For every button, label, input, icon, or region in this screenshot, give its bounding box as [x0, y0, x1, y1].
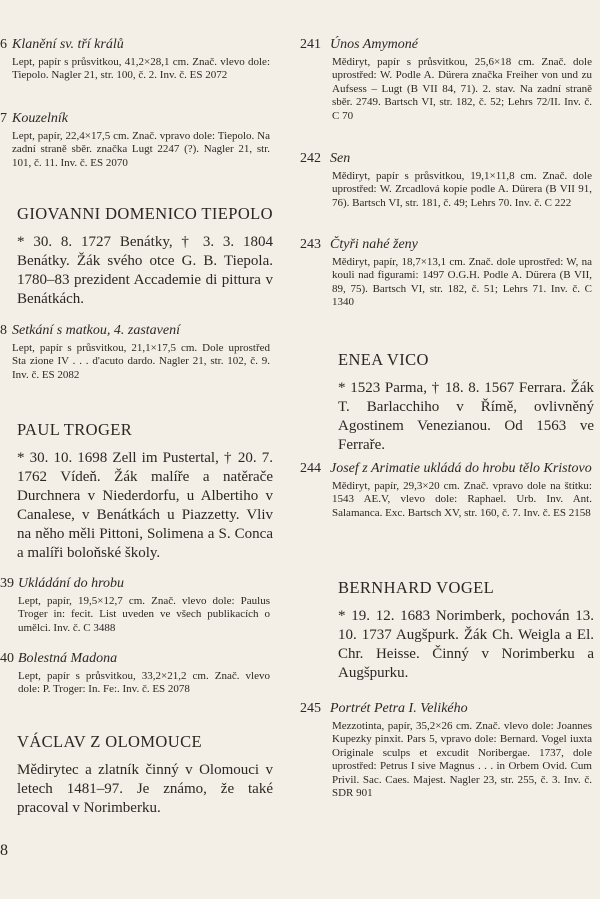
entry-number: 241 [300, 37, 321, 52]
entry-description: Lept, papír s průsvitkou, 41,2×28,1 cm. Znač. vlevo dole: Tiepolo. Nagler 21, str. 100, č. 2. Inv. č. ES 2072 [12, 56, 270, 82]
entry-number: 39 [0, 576, 14, 591]
artist-heading: GIOVANNI DOMENICO TIEPOLO [17, 204, 273, 223]
entry-description: Lept, papír s průsvitkou, 33,2×21,2 cm. Znač. vlevo dole: P. Troger: In. Fe:. Inv. č. ES 2078 [18, 670, 270, 696]
entry-title: Portrét Petra I. Velikého [330, 701, 468, 716]
entry-description: Mědiryt, papír s průsvitkou, 25,6×18 cm. Znač. dole uprostřed: W. Podle A. Dürera značka Freiher von und zu Aufsess – Lugt (B VII 84, 71). 2. stav. Na zadní straně sběr. 2749. Bartsch VI, str. 182, č. 52; Lehrs 72/II. Inv. č. C 70 [332, 56, 592, 122]
catalog-entry [0, 322, 270, 382]
artist-section [17, 204, 273, 309]
entry-number: 244 [300, 461, 321, 476]
entry-title: Kouzelník [12, 111, 68, 126]
catalog-entry [300, 700, 592, 800]
artist-bio: * 1523 Parma, † 18. 8. 1567 Ferrara. Žák T. Barlacchiho v Římě, ovlivněný Agostinem Venezianou. Od 1563 ve Ferraře. [338, 380, 594, 453]
catalog-entry [0, 110, 270, 170]
artist-heading: BERNHARD VOGEL [338, 578, 495, 597]
artist-heading: VÁCLAV Z OLOMOUCE [17, 732, 202, 751]
entry-title: Čtyři nahé ženy [330, 237, 418, 252]
entry-title: Klanění sv. tří králů [12, 37, 124, 52]
page-number: 8 [0, 842, 8, 859]
entry-number: 7 [0, 111, 7, 126]
entry-title: Ukládání do hrobu [18, 576, 125, 591]
artist-bio: * 30. 10. 1698 Zell im Pustertal, † 20. 7. 1762 Vídeň. Žák malíře a natěrače Durchnera v Niederdorfu, u Albertiho v Canalese, v Benátkách u Piazzetty. Vliv na něho měli Pittoni, Solimena a S. Conca a malíři boloňské školy. [17, 450, 273, 561]
catalog-entry [300, 460, 592, 520]
entry-description: Lept, papír s průsvitkou, 21,1×17,5 cm. Dole uprostřed Sta zione IV . . . d'acuto dardo. Nagler 21, str. 102, č. 9. Inv. č. ES 2082 [12, 342, 270, 381]
catalog-entry [300, 36, 592, 123]
entry-number: 6 [0, 37, 7, 52]
entry-number: 40 [0, 651, 14, 666]
entry-description: Mezzotinta, papír, 35,2×26 cm. Znač. vlevo dole: Joannes Kupezky pinxit. Pars 5, vpravo dole: Bernard. Vogel iuxta Originale sculps et excudit Noribergae. 1737, dole uprostřed: Petrus I sive Magnus . . . in Orbem Ovid. Cum Privil. Sac. Caes. Majest. Nagler 23, str. 255, č. 3. Inv. č. SDR 901 [332, 720, 592, 800]
entry-number: 8 [0, 323, 7, 338]
entry-description: Mědiryt, papír, 18,7×13,1 cm. Znač. dole uprostřed: W, na kouli nad figurami: 1497 O.G.H. Podle A. Dürera (B VII, 89, 75). Bartsch VI, str. 182, č. 51; Lehrs 71. Inv. č. C 1340 [332, 256, 592, 309]
entry-description: Lept, papír, 19,5×12,7 cm. Znač. vlevo dole: Paulus Troger in: fecit. List uveden ve všech publikacích o umělci. Inv. č. C 3488 [18, 595, 270, 634]
catalog-entry [300, 236, 592, 310]
entry-number: 245 [300, 701, 321, 716]
entry-number: 242 [300, 151, 321, 166]
entry-title: Bolestná Madona [18, 651, 118, 666]
catalog-entry [300, 150, 592, 210]
entry-title: Sen [330, 151, 351, 166]
entry-title: Únos Amymoné [330, 37, 419, 52]
catalog-entry [0, 36, 270, 83]
entry-description: Lept, papír, 22,4×17,5 cm. Znač. vpravo dole: Tiepolo. Na zadní straně sběr. značka Lugt 2247 (?). Nagler 21, str. 101, č. 11. Inv. č. ES 2070 [12, 130, 270, 169]
entry-title: Setkání s matkou, 4. zastavení [12, 323, 180, 338]
artist-section [338, 578, 594, 683]
artist-heading: PAUL TROGER [17, 420, 133, 439]
entry-description: Mědiryt, papír s průsvitkou, 19,1×11,8 cm. Znač. dole uprostřed: W. Zrcadlová kopie podle A. Dürera (B VII 91, 76). Bartsch VI, str. 181, č. 49; Lehrs 70. Inv. č. C 222 [332, 170, 592, 209]
catalog-entry [0, 575, 270, 635]
artist-bio: * 19. 12. 1683 Norimberk, pochován 13. 10. 1737 Augšpurk. Žák Ch. Weigla a El. Chr. Heisse. Činný v Norimberku a Augšpurku. [338, 608, 594, 681]
entry-description: Mědiryt, papír, 29,3×20 cm. Znač. vpravo dole na štítku: 1543 AE.V, vlevo dole: Raphael. Urb. Inv. Ant. Salamanca. Exc. Bartsch XV, str. 160, č. 7. Inv. č. ES 2158 [332, 480, 592, 519]
artist-section [338, 350, 594, 455]
artist-section [17, 420, 273, 563]
artist-bio: * 30. 8. 1727 Benátky, † 3. 3. 1804 Benátky. Žák svého otce G. B. Tiepola. 1780–83 prezident Accademie di pittura v Benátkách. [17, 234, 273, 307]
catalog-entry [0, 650, 270, 697]
artist-bio: Mědirytec a zlatník činný v Olomouci v letech 1481–97. Je známo, že také pracoval v Norimberku. [17, 762, 273, 816]
entry-number: 243 [300, 237, 321, 252]
artist-heading: ENEA VICO [338, 350, 429, 369]
entry-title: Josef z Arimatie ukládá do hrobu tělo Kristovo [330, 461, 592, 476]
artist-section [17, 732, 273, 818]
